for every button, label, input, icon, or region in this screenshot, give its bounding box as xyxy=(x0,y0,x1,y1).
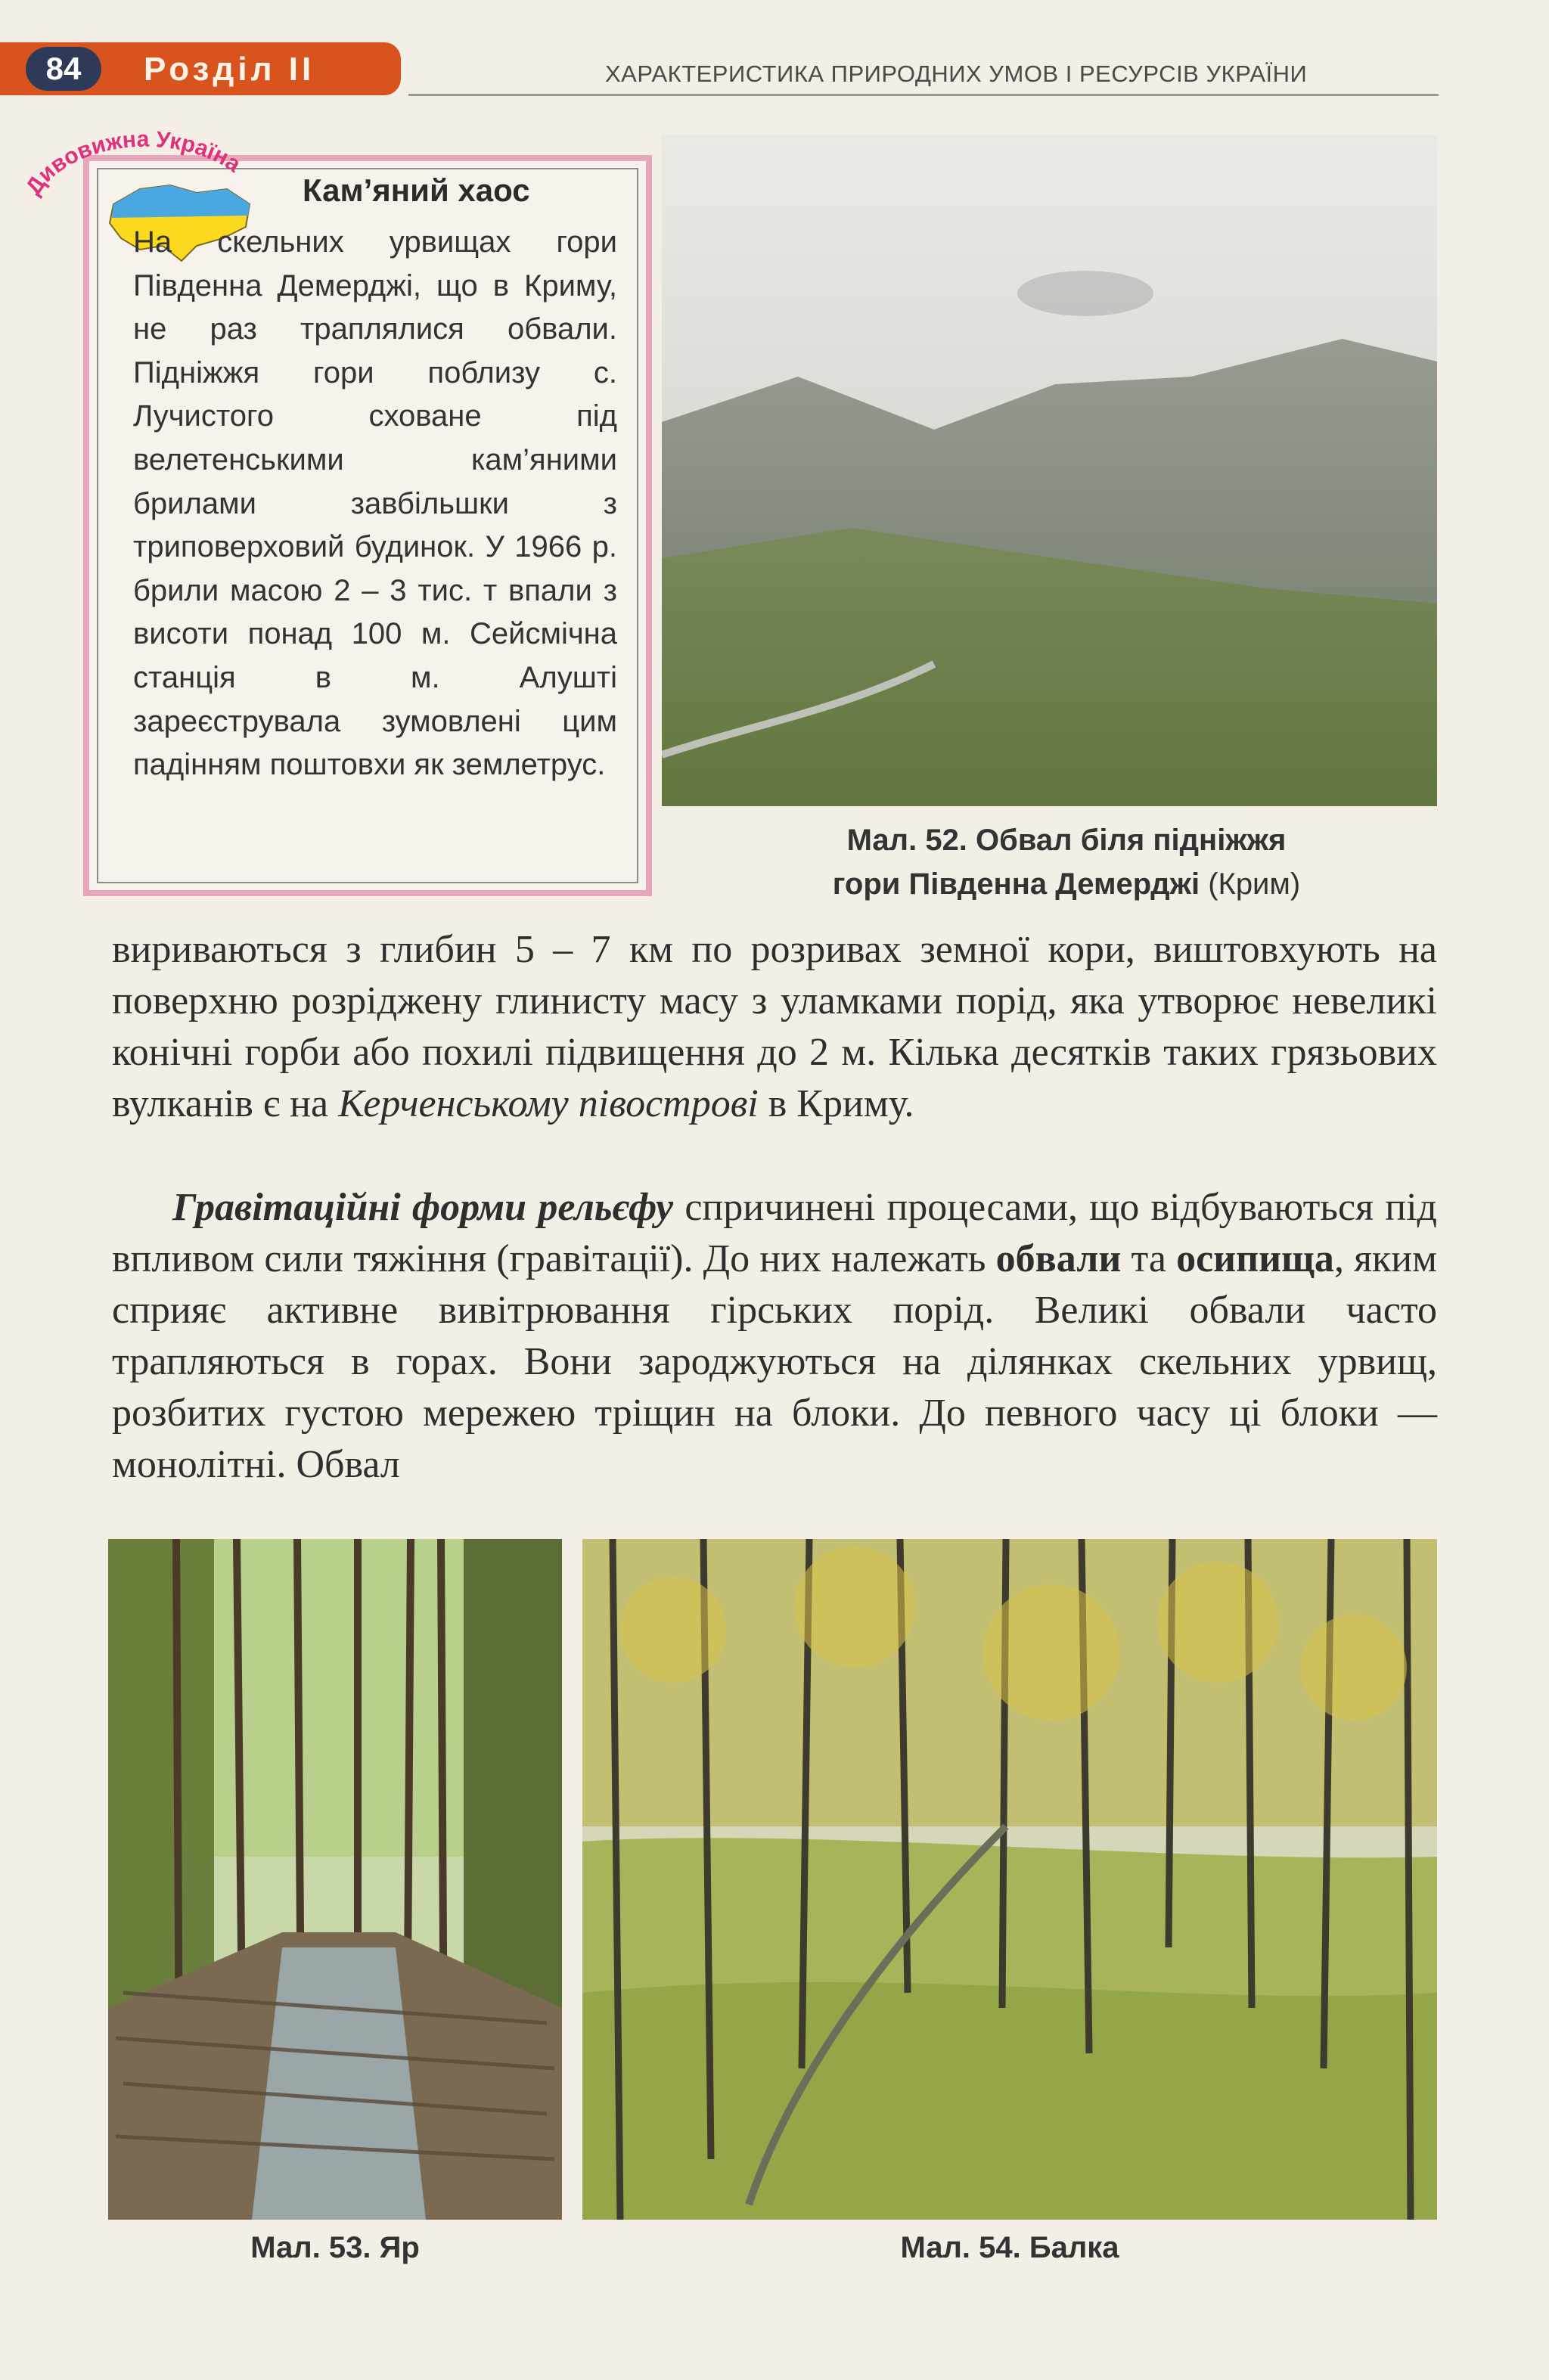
p2-bold-rockfalls: обвали xyxy=(995,1237,1122,1280)
paragraph-mud-volcanoes xyxy=(112,924,1437,1130)
paragraph-gravitational-landforms xyxy=(112,1182,1437,1491)
p2-bold-screes: осипища xyxy=(1176,1237,1334,1280)
caption-fig52-region: (Крим) xyxy=(1200,867,1301,901)
running-title: ХАРАКТЕРИСТИКА ПРИРОДНИХ УМОВ І РЕСУРСІВ УКРАЇНИ xyxy=(605,61,1308,87)
p2-text-b: та xyxy=(1121,1237,1177,1280)
badge-text: Дивовижна Україна xyxy=(20,126,246,200)
caption-fig54: Мал. 54. Балка xyxy=(900,2231,1119,2264)
section-title: Розділ ІІ xyxy=(144,51,315,88)
caption-fig52-line1: Мал. 52. Обвал біля підніжжя xyxy=(846,824,1287,857)
p2-term: Гравітаційні форми рельєфу xyxy=(172,1186,674,1229)
sidebar-text: На скельних урвищах гори Південна Демерджі, що в Криму, не раз траплялися обвали. Підніжжя гори поблизу с. Лучистого сховане під велетенськими кам’яними брилами завбільшки з триповерховий будинок. У 1966 р. брили масою 2 – 3 тис. т впали з висоти понад 100 м. Сейсмічна станція в м. Алушті зареєструвала зумовлені цим падінням поштовхи як землетрус. xyxy=(133,225,617,782)
photo-gully xyxy=(582,1539,1437,2220)
p1-text: вириваються з глибин 5 – 7 км по розривах земної кори, виштовхують на поверхню розріджену глинисту масу з уламками порід, яка утворює невеликі конічні горби або похилі підвищення до 2 м. Кілька десятків таких грязьових вулканів є на xyxy=(112,928,1437,1125)
photo-rockfall-demerdzhi xyxy=(662,135,1437,806)
page-number: 84 xyxy=(26,47,101,91)
header-rule xyxy=(408,94,1439,96)
p1-end: в Криму. xyxy=(758,1082,914,1125)
p2-text-a: спричинені процесами, що відбуваються під впливом сили тяжіння (гравітації). До них належать xyxy=(112,1186,1437,1280)
p1-italic-place: Керченському півострові xyxy=(338,1082,759,1125)
caption-fig52 xyxy=(726,818,1407,906)
caption-fig52-line2: гори Південна Демерджі xyxy=(832,867,1200,901)
svg-text:Дивовижна Україна xyxy=(21,127,246,200)
photo-ravine xyxy=(108,1539,562,2220)
caption-fig53: Мал. 53. Яр xyxy=(250,2231,420,2264)
sidebar-title: Кам’яний хаос xyxy=(303,172,530,208)
p2-text-c: , яким сприяє активне вивітрювання гірських порід. Великі обвали часто трапляються в горах. Вони зароджуються на ділянках скельних урвищ, розбитих густою мережею тріщин на блоки. До певного часу ці блоки — монолітні. Обвал xyxy=(112,1237,1437,1486)
